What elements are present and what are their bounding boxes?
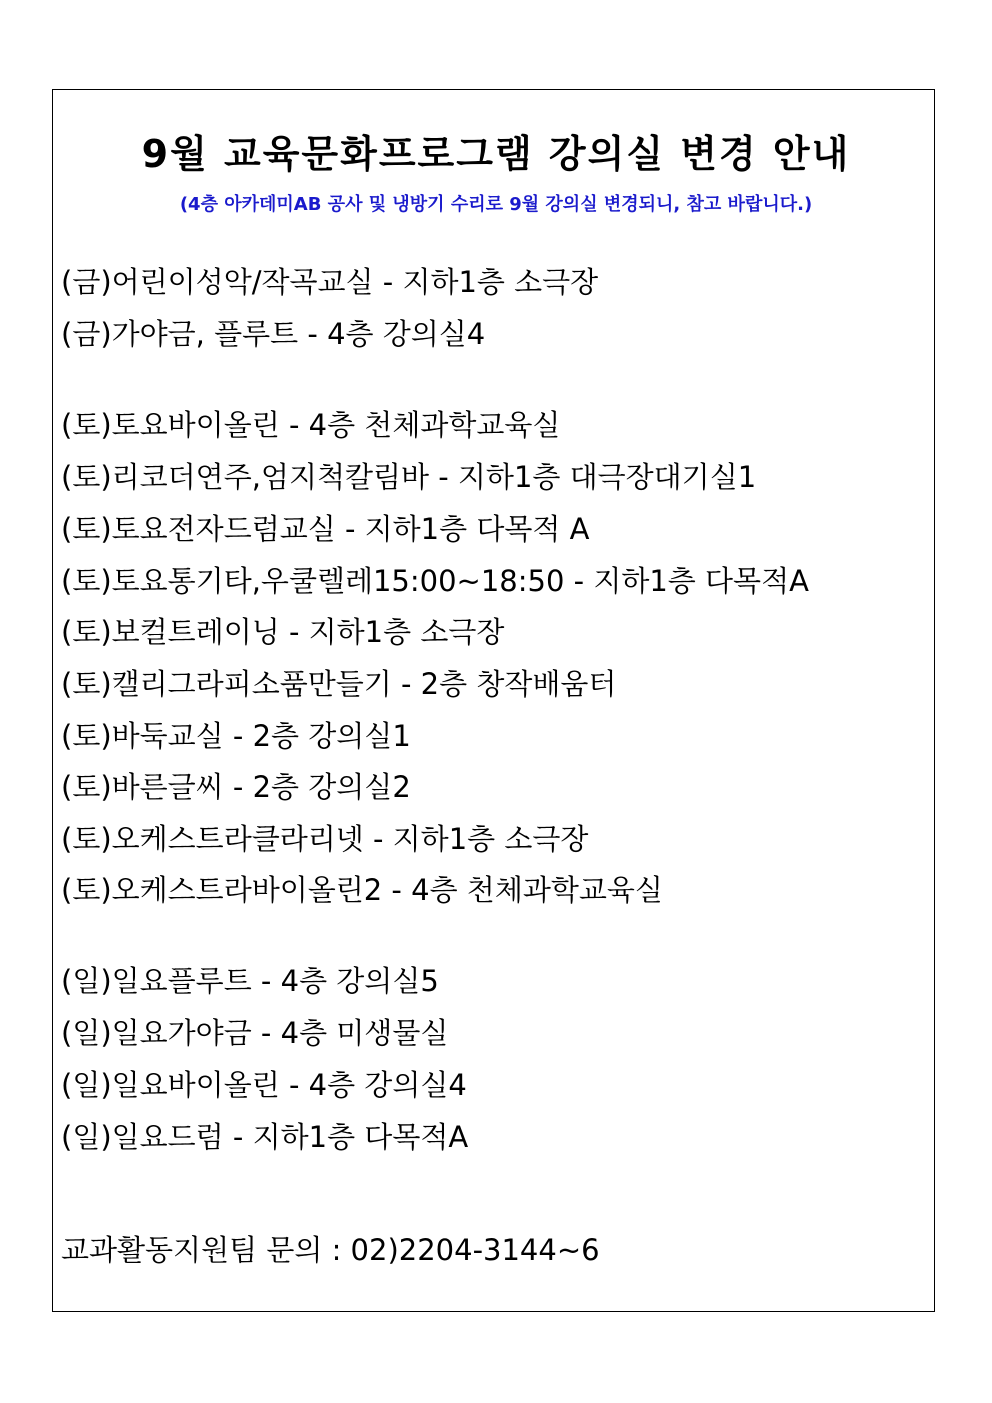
schedule-entry-friday: (금)어린이성악/작곡교실 - 지하1층 소극장 bbox=[61, 265, 599, 299]
schedule-entry-saturday: (토)토요통기타,우쿨렐레15:00~18:50 - 지하1층 다목적A bbox=[61, 564, 809, 598]
schedule-entry-saturday: (토)오케스트라바이올린2 - 4층 천체과학교육실 bbox=[61, 873, 663, 907]
schedule-entry-friday: (금)가야금, 플루트 - 4층 강의실4 bbox=[61, 317, 486, 351]
schedule-entry-saturday: (토)오케스트라클라리넷 - 지하1층 소극장 bbox=[61, 822, 589, 856]
schedule-entry-saturday: (토)바른글씨 - 2층 강의실2 bbox=[61, 770, 411, 804]
schedule-entry-saturday: (토)토요전자드럼교실 - 지하1층 다목적 A bbox=[61, 512, 590, 546]
schedule-entry-sunday: (일)일요바이올린 - 4층 강의실4 bbox=[61, 1068, 467, 1102]
schedule-entry-saturday: (토)캘리그라피소품만들기 - 2층 창작배움터 bbox=[61, 667, 617, 701]
schedule-entry-saturday: (토)보컬트레이닝 - 지하1층 소극장 bbox=[61, 615, 505, 649]
contact-info: 교과활동지원팀 문의 : 02)2204-3144~6 bbox=[61, 1233, 600, 1267]
schedule-entry-saturday: (토)바둑교실 - 2층 강의실1 bbox=[61, 719, 411, 753]
schedule-entry-sunday: (일)일요가야금 - 4층 미생물실 bbox=[61, 1016, 449, 1050]
schedule-entry-saturday: (토)토요바이올린 - 4층 천체과학교육실 bbox=[61, 408, 561, 442]
schedule-entry-sunday: (일)일요플루트 - 4층 강의실5 bbox=[61, 964, 439, 998]
schedule-entry-saturday: (토)리코더연주,엄지척칼림바 - 지하1층 대극장대기실1 bbox=[61, 460, 757, 494]
notice-subtitle: (4층 아카데미AB 공사 및 냉방기 수리로 9월 강의실 변경되니, 참고 바랍니다.) bbox=[179, 194, 813, 215]
schedule-entry-sunday: (일)일요드럼 - 지하1층 다목적A bbox=[61, 1120, 469, 1154]
notice-title: 9월 교육문화프로그램 강의실 변경 안내 bbox=[141, 132, 851, 176]
